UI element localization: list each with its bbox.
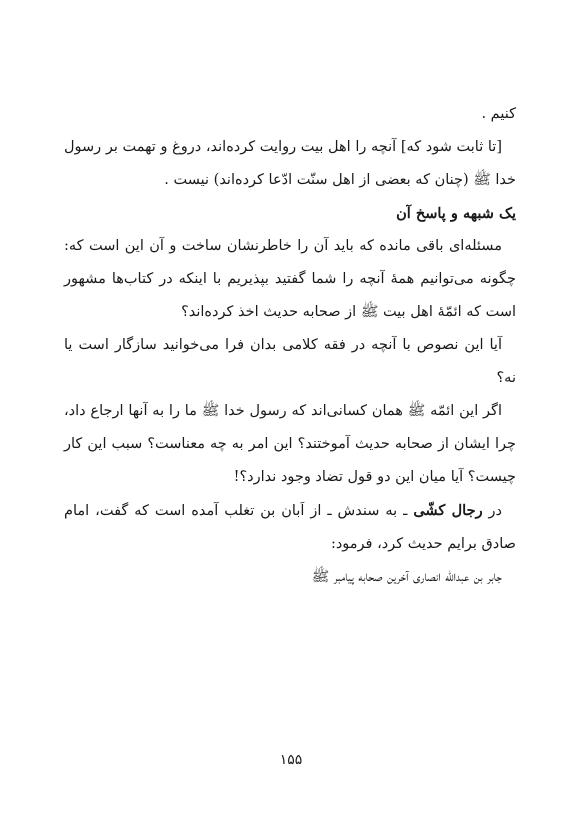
rijal-prefix: در: [482, 503, 502, 519]
page-number: ۱۵۵: [279, 752, 303, 768]
paragraph-contradiction: اگر این ائمّه ﷺ همان کسانی‌اند که رسول خدا ﷺ ما را به آنها ارجاع داد، چرا ایشان از صحابه حدیث آموختند؟ این امر به چه معناست؟ سبب این کار چیست؟ آیا میان این دو قول تضاد وجود ندارد؟!: [64, 403, 516, 485]
paragraph-compatibility: آیا این نصوص با آنچه در فقه کلامی بدان فرا می‌خوانید سازگار است یا نه؟: [64, 337, 516, 386]
paragraph-rijal-kashshi: [64, 494, 516, 561]
paragraph-question: مسئله‌ای باقی مانده که باید آن را خاطرنشان ساخت و آن این است که: چگونه می‌توانیم همهٔ آنچه را شما گفتید بپذیریم با اینکه در کتاب‌ها مشهور است که ائمّهٔ اهل بیت ﷺ از صحابه حدیث اخذ کرده‌اند؟: [64, 238, 516, 320]
paragraph-narration-claim: [تا ثابت شود که] آنچه را اهل بیت روایت کرده‌اند، دروغ و تهمت بر رسول خدا ﷺ (چنان که بعضی از اهل سنّت ادّعا کرده‌اند) نیست .: [64, 139, 516, 188]
section-heading: یک شبهه و پاسخ آن: [396, 205, 516, 222]
paragraph-continuation: کنیم .: [481, 106, 516, 122]
paragraph-jabir: جابر بن عبدالله انصاری آخرین صحابه پیامبر ﷺ: [311, 569, 502, 585]
rijal-rest: ـ به سندش ـ از اَبان بن تغلب آمده است که گفت، امام صادق برایم حدیث کرد، فرمود:: [64, 503, 516, 552]
rijal-book-title: رجال کشّی: [413, 502, 483, 519]
page-body: [64, 98, 516, 738]
